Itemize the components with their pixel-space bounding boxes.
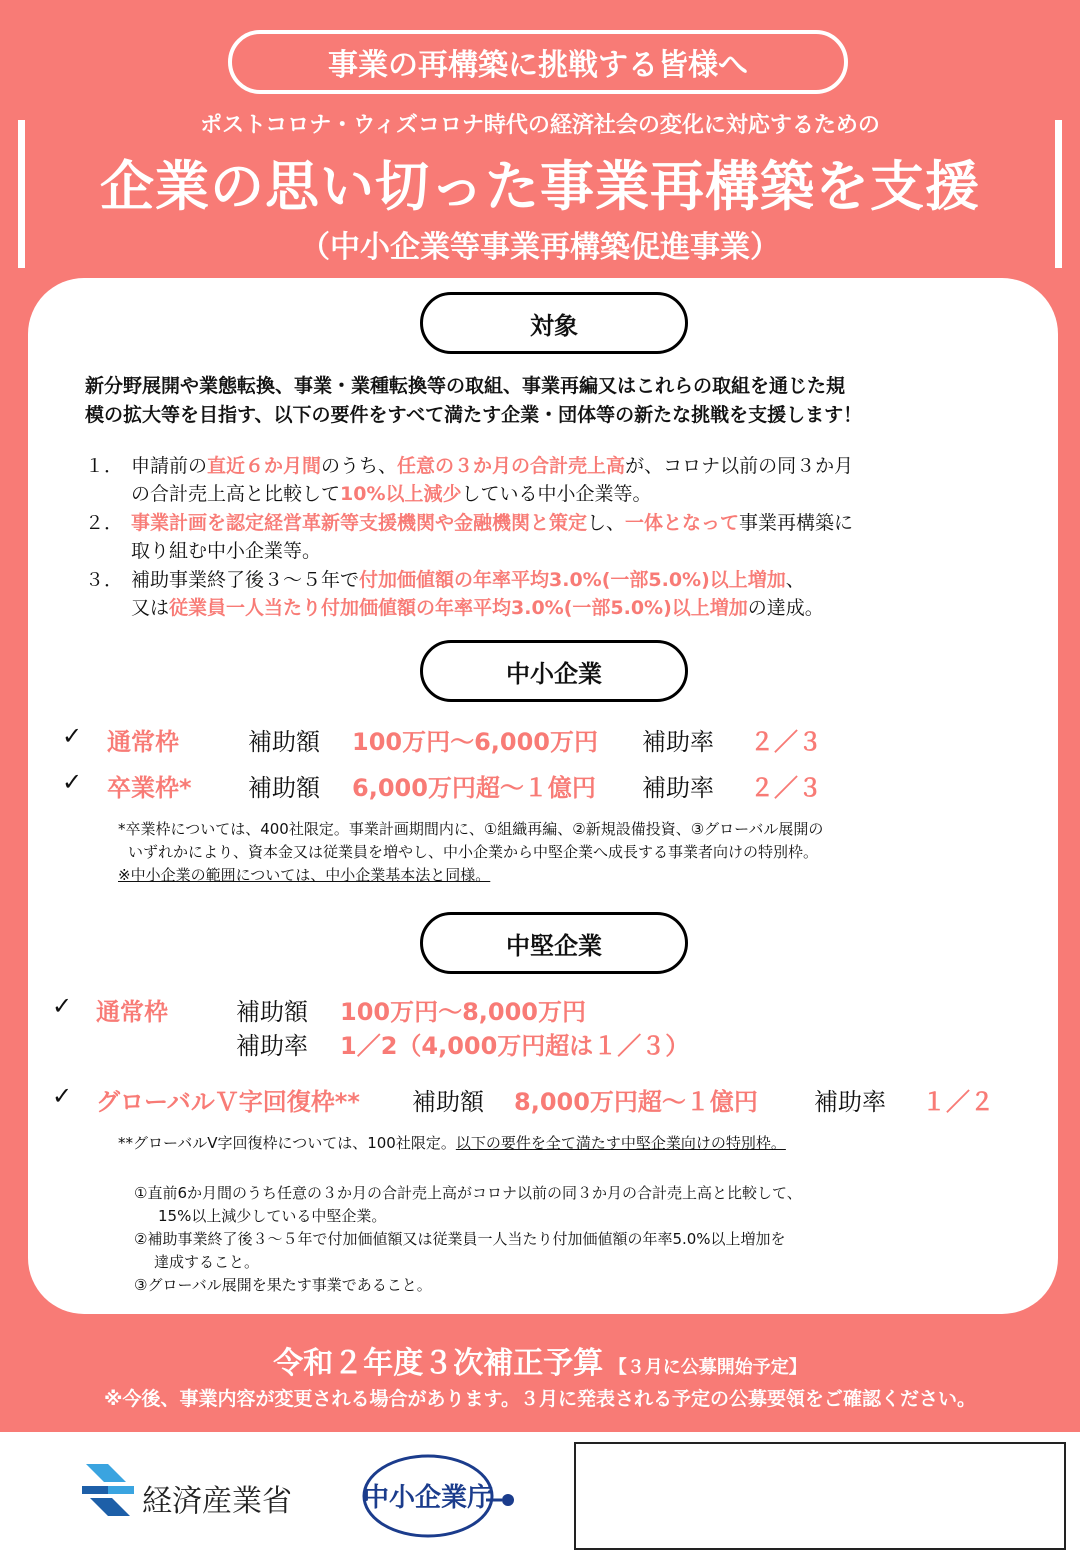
sme-row-regular: ✓ 通常枠 補助額 100万円～6,000万円 補助率 ２／３ — [62, 722, 822, 756]
check-icon: ✓ — [62, 722, 83, 750]
sme-agency-logo — [358, 1446, 518, 1546]
mid-row-regular: ✓ 通常枠 補助額 100万円～8,000万円 補助率 1／2（4,000万円超は１／３） — [52, 992, 690, 1060]
target-heading: 対象 — [420, 292, 688, 354]
sme-notes: *卒業枠については、400社限定。事業計画期間内に、①組織再編、②新規設備投資、③グローバル展開の いずれかにより、資本金又は従業員を増やし、中小企業から中堅企業へ成長する事業者向けの特別枠。 ※中小企業の範囲については、中小企業基本法と同様。 — [118, 820, 824, 884]
page-title: 企業の思い切った事業再構築を支援 — [100, 155, 980, 218]
mid-row-global: ✓ グローバルＶ字回復枠** 補助額 8,000万円超～１億円 補助率 １／２ — [52, 1082, 994, 1116]
meti-logo-icon — [78, 1460, 138, 1520]
mid-note: **グローバルV字回復枠については、100社限定。以下の要件を全て満たす中堅企業向けの特別枠。 — [118, 1134, 786, 1152]
mid-heading: 中堅企業 — [420, 912, 688, 974]
mid-conditions: ①直前6か月間のうち任意の３か月の合計売上高がコロナ以前の同３か月の合計売上高と比較して、 15%以上減少している中堅企業。 ②補助事業終了後３～５年で付加価値額又は従業員一人当たり付加価値額の年率5.0%以上増加を 達成すること。 ③グローバル展開を果たす事業であること。 — [134, 1184, 802, 1294]
program-name: （中小企業等事業再構築促進事業） — [300, 230, 780, 265]
contact-box — [574, 1442, 1066, 1550]
banner-pill: 事業の再構築に挑戦する皆様へ — [228, 30, 848, 94]
check-icon: ✓ — [52, 992, 73, 1020]
check-icon: ✓ — [62, 768, 83, 796]
subtitle: ポストコロナ・ウィズコロナ時代の経済社会の変化に対応するための — [200, 113, 880, 138]
warning-text: ※今後、事業内容が変更される場合があります。３月に発表される予定の公募要領をご確認ください。 — [104, 1388, 976, 1410]
budget-line: 令和２年度３次補正予算 【３月に公募開始予定】 — [273, 1346, 807, 1381]
requirement-1: １． 申請前の直近６か月間のうち、任意の３か月の合計売上高が、コロナ以前の同３か月 の合計売上高と比較して10%以上減少している中小企業等。 — [85, 455, 854, 505]
sme-agency-name: 中小企業庁 — [362, 1483, 494, 1513]
requirement-2: ２． 事業計画を認定経営革新等支援機関や金融機関と策定し、一体となって事業再構築に 取り組む中小企業等。 — [85, 512, 854, 562]
meti-name: 経済産業省 — [142, 1484, 292, 1519]
sme-heading: 中小企業 — [420, 640, 688, 702]
sme-row-graduation: ✓ 卒業枠* 補助額 6,000万円超～１億円 補助率 ２／３ — [62, 768, 822, 802]
target-lead: 新分野展開や業態転換、事業・業種転換等の取組、事業再編又はこれらの取組を通じた規 模の拡大等を目指す、以下の要件をすべて満たす企業・団体等の新たな挑戦を支援します！ — [85, 375, 863, 426]
check-icon: ✓ — [52, 1082, 73, 1110]
requirement-3: ３． 補助事業終了後３～５年で付加価値額の年率平均3.0%(一部5.0%)以上増加、 又は従業員一人当たり付加価値額の年率平均3.0%(一部5.0%)以上増加の達成。 — [85, 569, 824, 619]
